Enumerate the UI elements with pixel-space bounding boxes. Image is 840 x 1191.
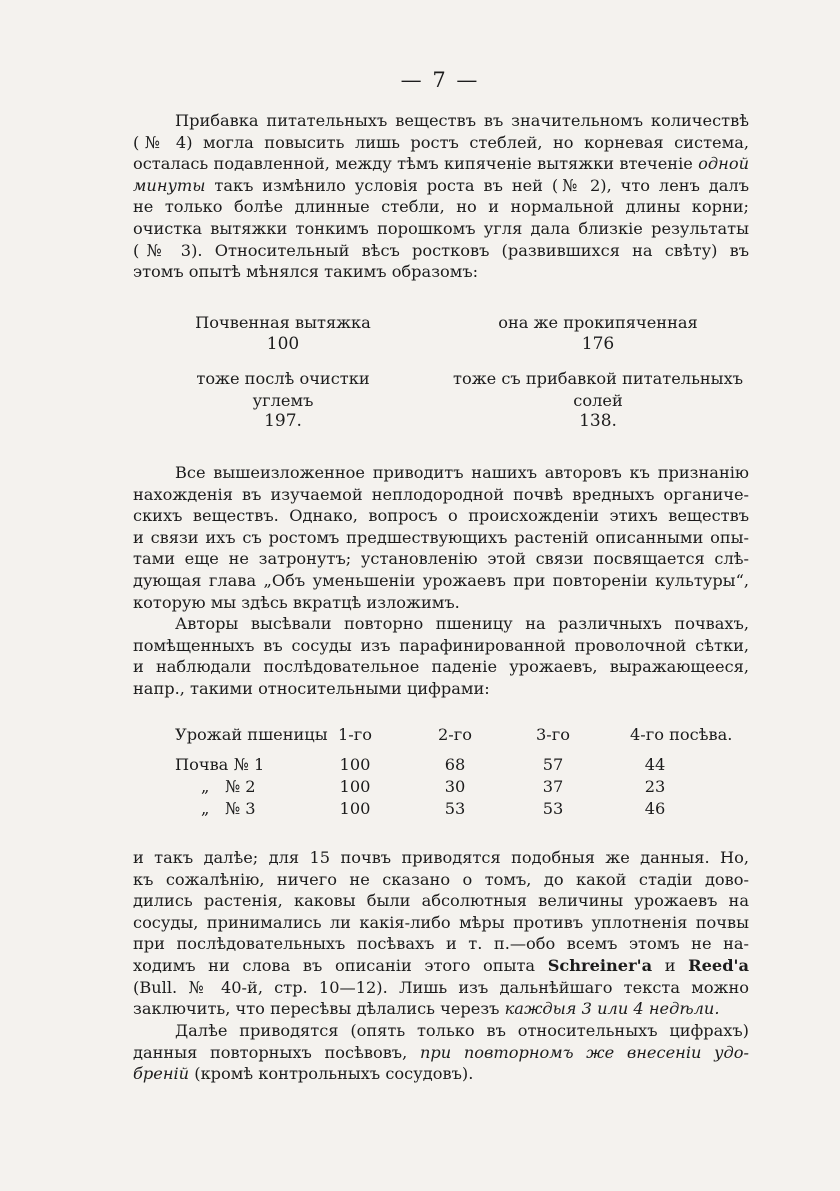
- text-line: (Bull. № 40-й, стр. 10—12). Лишь изъ дальнѣйшаго текста можно: [133, 977, 749, 997]
- growth-value: 197.: [264, 411, 302, 431]
- text-line: нахожденія въ изучаемой неплодородной почвѣ вредныхъ органиче-: [133, 484, 749, 504]
- paragraph-4: [133, 847, 749, 1020]
- paragraph-5: [133, 1020, 749, 1085]
- text-line: которую мы здѣсь вкратцѣ изложимъ.: [133, 592, 460, 612]
- author-name: Reed'a: [688, 955, 749, 975]
- yield-value: 100: [339, 755, 371, 774]
- text-fragment: осталась подавленной, между тѣмъ кипяченіе вытяжки втеченіе: [133, 154, 693, 174]
- yield-value: 53: [542, 799, 564, 818]
- text-line: [133, 1042, 749, 1064]
- growth-label: тоже съ прибавкой питательныхъ: [453, 369, 743, 388]
- growth-value: 100: [266, 333, 300, 354]
- text-line: Прибавка питательныхъ веществъ въ значительномъ количествѣ: [175, 111, 749, 130]
- yield-value: 53: [444, 799, 466, 818]
- yield-header-cell: Урожай пшеницы: [175, 725, 328, 744]
- yield-value: 57: [542, 755, 564, 774]
- yield-value: 44: [644, 755, 666, 774]
- growth-label: углемъ: [252, 390, 314, 410]
- italic-text: каждыя 3 или 4 недѣли.: [504, 999, 720, 1019]
- text-line: и такъ далѣе; для 15 почвъ приводятся подобныя же данныя. Но,: [133, 848, 749, 867]
- text-fragment: такъ измѣнило условія роста въ ней (№ 2), что ленъ далъ: [214, 175, 749, 195]
- text-line: скихъ веществъ. Однако, вопросъ о происхожденіи этихъ веществъ: [133, 506, 749, 526]
- growth-cell: [183, 368, 383, 433]
- growth-cell: [183, 312, 383, 355]
- yield-header-cell: 3-го: [536, 725, 570, 744]
- paragraph-3: [133, 613, 749, 699]
- row-label: „ № 2: [201, 777, 256, 796]
- yield-header-cell: 1-го: [338, 725, 372, 744]
- italic-text: минуты: [133, 175, 206, 195]
- text-line: и наблюдали послѣдовательное паденіе урожаевъ, выражающееся,: [133, 657, 749, 677]
- text-line: Далѣе приводятся (опять только въ относительныхъ цифрахъ): [175, 1021, 749, 1040]
- yield-header-cell: 4-го посѣва.: [630, 725, 733, 744]
- yield-value: 30: [444, 777, 466, 796]
- text-line: при послѣдовательныхъ посѣвахъ и т. п.—обо всемъ этомъ не на-: [133, 934, 749, 954]
- yield-value: 23: [644, 777, 666, 796]
- growth-label: солей: [573, 390, 623, 410]
- text-line: и связи ихъ съ ростомъ предшествующихъ растеній описанными опы-: [133, 527, 749, 547]
- paragraph-1: [133, 110, 749, 283]
- text-line: къ сожалѣнію, ничего не сказано о томъ, до какой стадіи дово-: [133, 869, 749, 889]
- italic-text: при повторномъ же внесеніи удо-: [419, 1042, 749, 1062]
- italic-text: одной: [698, 154, 750, 174]
- growth-value: 138.: [579, 411, 617, 431]
- yield-header-cell: 2-го: [438, 725, 472, 744]
- text-fragment: данныя повторныхъ посѣвовъ,: [133, 1042, 408, 1062]
- yield-value: 37: [542, 777, 564, 796]
- text-line: [133, 153, 749, 175]
- text-fragment: ходимъ ни слова въ описаніи этого опыта: [133, 955, 536, 975]
- text-line: помѣщенныхъ въ сосуды изъ парафинированной проволочной сѣтки,: [133, 635, 749, 655]
- text-line: сосуды, принимались ли какія-либо мѣры противъ уплотненія почвы: [133, 912, 749, 932]
- growth-label: Почвенная вытяжка: [195, 313, 371, 332]
- text-line: напр., такими относительными цифрами:: [133, 678, 490, 698]
- text-line: (№ 3). Относительный вѣсъ ростковъ (развившихся на свѣту) въ: [133, 240, 749, 260]
- text-line: тами еще не затронутъ; установленію этой связи посвящается слѣ-: [133, 549, 749, 569]
- author-name: Schreiner'a: [547, 955, 653, 975]
- row-label: „ № 3: [201, 799, 256, 818]
- italic-text: бреній: [133, 1064, 190, 1084]
- yield-value: 46: [644, 799, 666, 818]
- growth-value: 176: [581, 333, 615, 354]
- text-line: [133, 955, 749, 977]
- growth-label: тоже послѣ очистки: [196, 369, 370, 388]
- text-line: Все вышеизложенное приводитъ нашихъ авторовъ къ признанію: [175, 463, 749, 482]
- text-fragment: заключить, что пересѣвы дѣлались черезъ: [133, 999, 500, 1019]
- paragraph-2: [133, 462, 749, 613]
- yield-value: 100: [339, 777, 371, 796]
- growth-label: она же прокипяченная: [498, 313, 698, 332]
- text-fragment: и: [664, 955, 676, 975]
- page-number: — 7 —: [400, 68, 480, 92]
- row-label: Почва № 1: [175, 755, 265, 774]
- growth-cell: [463, 312, 733, 355]
- text-line: этомъ опытѣ мѣнялся такимъ образомъ:: [133, 262, 479, 282]
- yield-value: 68: [444, 755, 466, 774]
- text-line: Авторы высѣвали повторно пшеницу на различныхъ почвахъ,: [175, 614, 749, 633]
- text-line: [133, 175, 749, 197]
- growth-cell: [433, 368, 763, 433]
- text-line: очистка вытяжки тонкимъ порошкомъ угля дала близкіе результаты: [133, 218, 749, 238]
- yield-value: 100: [339, 799, 371, 818]
- text-line: дующая глава „Объ уменьшеніи урожаевъ при повтореніи культуры“,: [133, 570, 749, 590]
- text-line: [133, 998, 749, 1020]
- text-line: не только болѣе длинные стебли, но и нормальной длины корни;: [133, 197, 749, 217]
- text-line: (№ 4) могла повысить лишь ростъ стеблей, но корневая система,: [133, 132, 749, 152]
- text-line: [133, 1063, 749, 1085]
- text-fragment: (кромѣ контрольныхъ сосудовъ).: [194, 1064, 474, 1084]
- text-line: дились растенія, каковы были абсолютныя величины урожаевъ на: [133, 891, 749, 911]
